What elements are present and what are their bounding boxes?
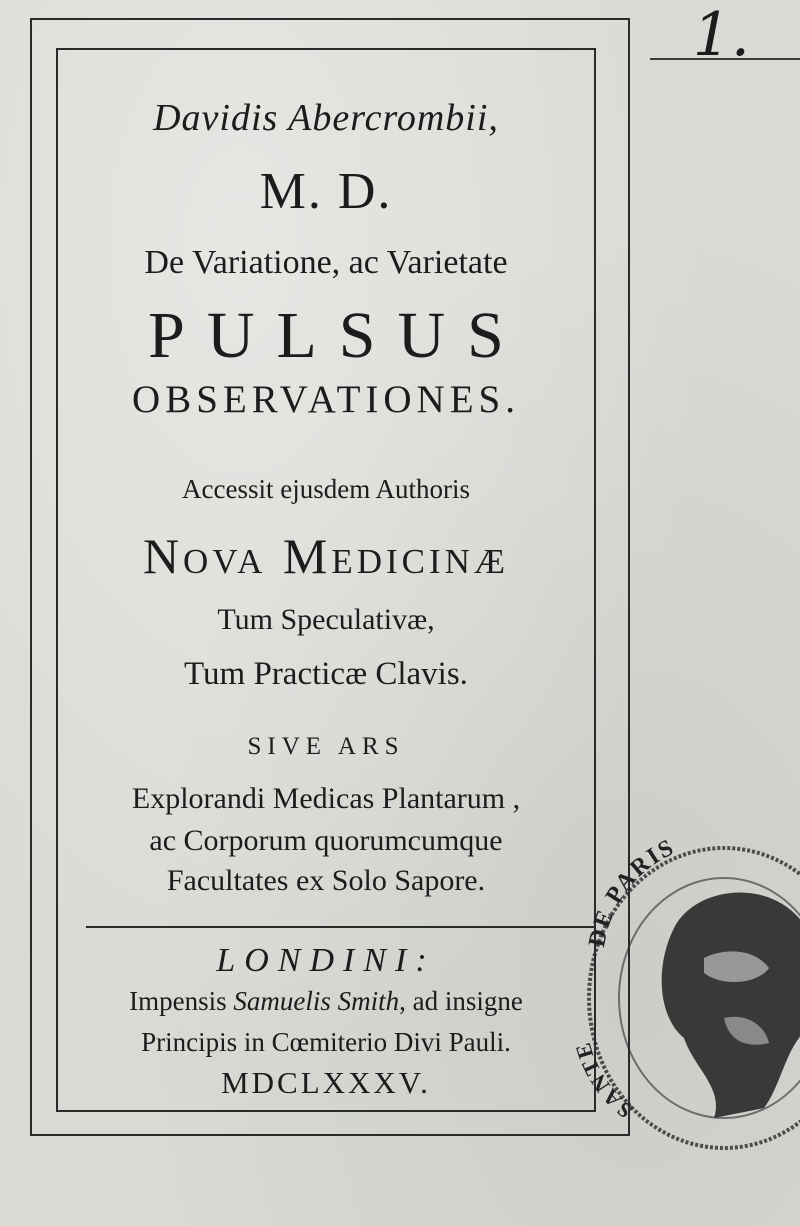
library-stamp (564, 808, 800, 1158)
title-second: OBSERVATIONES. (132, 378, 520, 421)
accessit-line: Accessit ejusdem Authoris (182, 474, 470, 504)
author-name: Davidis Abercrombii, (153, 97, 499, 139)
title-main: PULSUS (148, 299, 526, 372)
shelf-mark: 1. (692, 0, 750, 70)
shelf-mark-rule (650, 58, 800, 60)
sive-ars: SIVE ARS (247, 733, 405, 760)
imprint-year: MDCLXXXV. (221, 1065, 431, 1100)
stamp-legend-top: DE PARIS (584, 834, 680, 950)
address-tail: , ad insigne (399, 986, 523, 1016)
svg-text:SANTE (570, 1038, 638, 1123)
stamp-legend-left: SANTE (569, 1038, 638, 1124)
imprint-publisher-line (56, 986, 596, 1017)
imprint-address: Principis in Cœmiterio Divi Pauli. (141, 1027, 511, 1057)
imprint-rule (86, 926, 596, 928)
practicae-line: Tum Practicæ Clavis. (184, 656, 468, 692)
svg-text:DE PARIS (584, 834, 679, 949)
nova-medicinae: Nova Medicinæ (142, 528, 510, 584)
subtitle-line: De Variatione, ac Varietate (144, 244, 508, 281)
facultates-line: Facultates ex Solo Sapore. (166, 864, 486, 897)
imprint-city: LONDINI: (216, 942, 436, 979)
impensis-word: Impensis (129, 986, 227, 1016)
publisher-name: Samuelis Smith (233, 986, 400, 1016)
degree: M. D. (259, 163, 393, 220)
speculativae-line: Tum Speculativæ, (217, 603, 435, 636)
explorandi-line: Explorandi Medicas Plantarum , (131, 782, 521, 815)
corporum-line: ac Corporum quorumcumque (149, 824, 503, 857)
stamp-portrait-head (662, 893, 800, 1118)
